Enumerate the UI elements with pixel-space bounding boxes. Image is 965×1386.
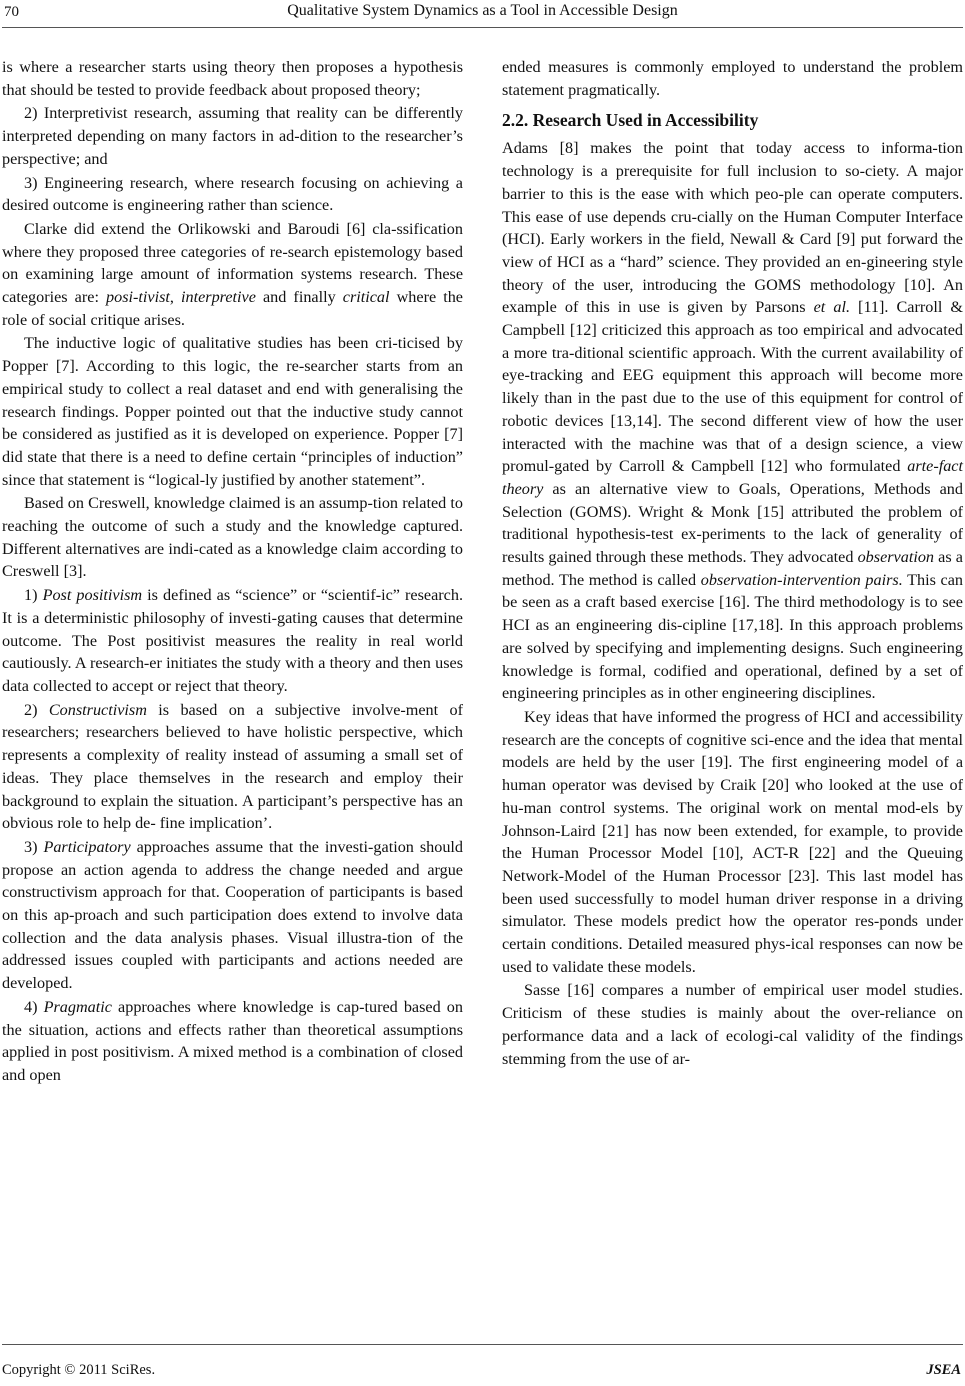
paragraph: The inductive logic of qualitative studies has been cri-ticised by Popper [7]. According to this logic, the re-searcher starts from an empirical study to collect a real dataset and end with generalising the research findings. Popper pointed out that the inductive study cannot be considered as justified as it is developed on experience. Popper [7] did state that there is a need to define certain “principles of induction” since that statement is “logical-ly justified by another statement”. — [2, 334, 463, 489]
text-run: 3) — [24, 837, 44, 856]
paragraph: is where a researcher starts using theory then proposes a hypothesis that should be tested to provide feedback about proposed theory; — [2, 58, 463, 99]
text-run: as a method. The method is called — [502, 548, 963, 589]
text-run: This can be seen as a craft based exercise [16]. The third methodology is to see HCI as an engineering dis-cipline [17,18]. In this approach problems are solved by specifying and implementing designs. Such engineering knowledge is formal, codified and operational, defined by a set of engineering principles as in other engineering disciplines. — [502, 570, 963, 703]
text-run: 2) — [24, 700, 49, 719]
text-run: Clarke did extend the Orlikowski and Baroudi [6] cla-ssification where they proposed three categories of re-search epistemology based on examining large amount of information systems research. These categories are: — [2, 219, 463, 307]
paragraph: Based on Creswell, knowledge claimed is an assump-tion related to reaching the outcome of such a study and the knowledge captured. Different alternatives are indi-cated as a knowledge claim according to Creswell [3]. — [2, 494, 463, 581]
footer-rule — [2, 1344, 963, 1345]
journal-abbreviation: JSEA — [926, 1362, 961, 1378]
section-heading: 2.2. Research Used in Accessibility — [502, 110, 759, 131]
emphasis: Pragmatic — [43, 997, 112, 1016]
paragraph: 2) Interpretivist research, assuming that reality can be differently interpreted depending on many factors in ad-dition to the researcher’s perspective; and — [2, 104, 463, 168]
emphasis: posi-tivist — [106, 288, 170, 307]
text-run: approaches where knowledge is cap-tured based on the situation, actions and effects rather than theoretical assumptions applied in post positivism. A mixed method is a combination of closed and open — [2, 997, 463, 1084]
emphasis: Constructivism — [48, 700, 147, 719]
paragraph — [2, 996, 463, 1087]
text-run: , — [169, 288, 181, 307]
paragraph — [2, 699, 463, 835]
text-run: Adams [8] makes the point that today access to informa-tion technology is a prerequisite for full inclusion to so-ciety. A major barrier to this is the ease with which peo-ple can operate computers. This ease of use depends cru-cially on the Human Computer Interface (HCI). Early workers in the field, Newall & Card [9] put forward the view of HCI as a “hard” science. They provided an en-gineering style theory of the user, introducing the GOMS methodology [10]. An example of this in use is given by Parsons — [502, 139, 963, 317]
text-run: 4) — [24, 997, 44, 1016]
text-run: is defined as “science” or “scientif-ic” research. It is a deterministic philosophy of investi-gating causes that determine outcome. The Post positivist measures the reality in real world cautiously. A research-er initiates the study with a theory and then uses data collected to accept or reject that theory. — [2, 586, 464, 695]
right-column — [502, 56, 963, 1071]
emphasis: arte-fact theory — [502, 457, 963, 498]
emphasis: observation — [857, 548, 935, 567]
page-header — [0, 0, 965, 28]
emphasis: Post positivism — [42, 586, 143, 605]
page-number: 70 — [4, 4, 19, 20]
paragraph — [2, 218, 463, 332]
paragraph — [2, 836, 463, 995]
text-run: approaches assume that the investi-gation should propose an action agenda to address the change needed and argue constructivism approach for that. Cooperation of participants is based on this ap-proach and such participation does extend to involve data collection and the data analysis phases. Visual illustra-tion of the addressed issues coupled with participants and actions needed are developed. — [2, 837, 464, 993]
text-run: [11]. Carroll & Campbell [12] criticized this approach as too empirical and advocated a more tra-ditional scientific approach. With the current availability of eye-tracking and EEG equipment this approach will become more likely than in the past due to the use of this equipment for control of robotic devices [13,14]. The second different view of how the user interacted with the machine was that of a design science, a view promul-gated by Carroll & Campbell [12] who formulated — [502, 298, 964, 476]
text-run: and finally — [255, 288, 343, 307]
emphasis: interpretive — [181, 288, 256, 307]
text-run: as an alternative view to Goals, Operations, Methods and Selection (GOMS). Wright & Monk [15] attributed the problem of traditional hypothesis-test ex-periments to the lack of generality of results gained through these methods. They advocated — [502, 479, 963, 567]
emphasis: observation-intervention pairs. — [700, 570, 903, 589]
emphasis: Participatory — [43, 837, 131, 856]
emphasis: et al. — [813, 298, 850, 317]
emphasis: critical — [342, 288, 390, 307]
paragraph: Key ideas that have informed the progress of HCI and accessibility research are the concepts of cognitive sci-ence and the idea that mental models are held by the user [19]. The first engineering model of a human operator was devised by Craik [20] who looked at the use of hu-man control systems. The original work on mental mod-els by Johnson-Laird [21] has now been extended, for example, to provide the Human Processor Model [10], ACT-R [22] and the Queuing Network-Model of the Human Processor [23]. This last model has been used successfully to model human driver response in a driving simulator. These models predict how the operator res-ponds under certain conditions. Detailed measured phys-ical responses can now be used to validate these models. — [502, 707, 963, 976]
paragraph — [502, 137, 963, 705]
header-rule — [2, 27, 963, 28]
paragraph: ended measures is commonly employed to understand the problem statement pragmatically. — [502, 58, 963, 99]
paragraph: Sasse [16] compares a number of empirical user model studies. Criticism of these studies is mainly about the over-reliance on performance data and a lack of ecologi-cal validity of the findings stemming from the use of ar- — [502, 981, 963, 1068]
paragraph: 3) Engineering research, where research focusing on achieving a desired outcome is engineering rather than science. — [2, 173, 463, 215]
paragraph — [2, 584, 463, 698]
text-run: is based on a subjective involve-ment of researchers; researchers believed to have holistic perspective, which represents a complexity of reality instead of assuming a small set of ideas. They place themselves in the research and employ their background to explain the situation. A participant’s perspective has an obvious role to help de- fine implication’. — [2, 700, 464, 833]
running-title: Qualitative System Dynamics as a Tool in Accessible Design — [287, 2, 678, 19]
left-column — [2, 56, 463, 1088]
copyright-notice: Copyright © 2011 SciRes. — [2, 1362, 156, 1378]
text-run: where the role of social critique arises. — [2, 288, 463, 329]
text-run: 1) — [24, 586, 43, 605]
